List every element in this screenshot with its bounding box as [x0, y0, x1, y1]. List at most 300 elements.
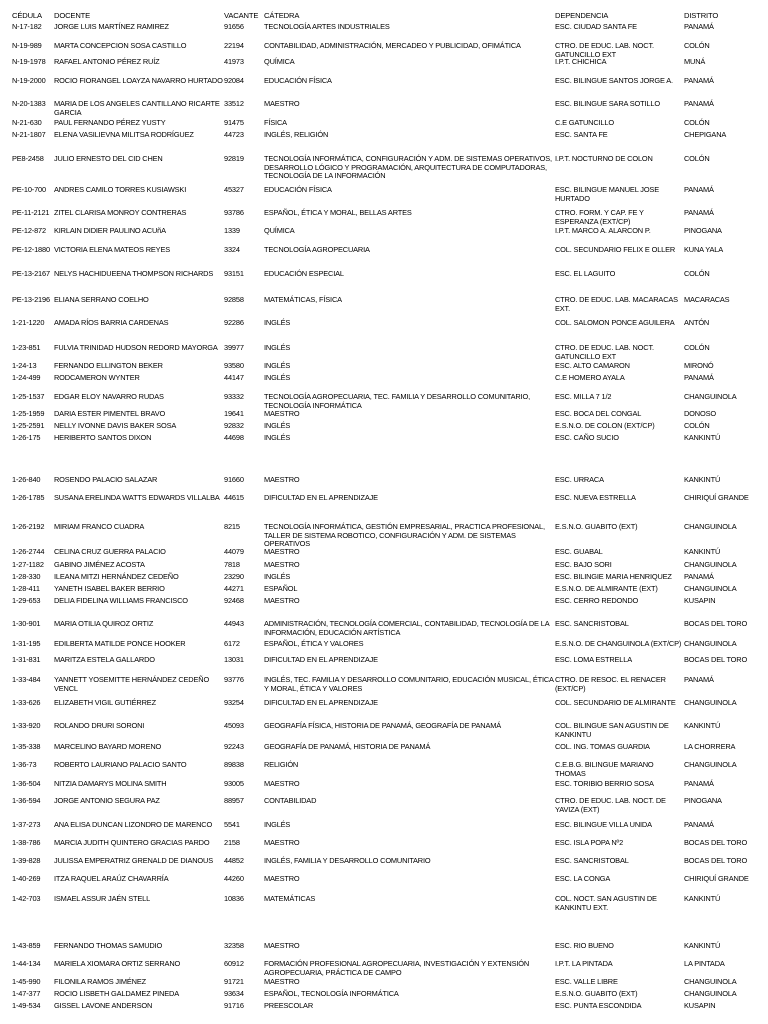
row-42-cedula: 1-38-786	[12, 838, 41, 847]
row-13-docente: NELYS HACHIDUEENA THOMPSON RICHARDS	[54, 269, 214, 278]
row-4-distrito: PANAMÁ	[684, 76, 714, 85]
row-42-dependencia: ESC. ISLA POPA Nº2	[555, 838, 624, 847]
row-10-dependencia: CTRO. FORM. Y CAP. FE Y ESPERANZA (EXT/CP)	[555, 208, 644, 226]
row-23-cedula: 1-26-840	[12, 475, 41, 484]
row-28-vacante: 23290	[224, 572, 244, 581]
row-21-cedula: 1-25-2591	[12, 421, 45, 430]
row-7-docente: ELENA VASILIEVNA MILITSA RODRÍGUEZ	[54, 130, 194, 139]
row-17-catedra: INGLÉS	[264, 361, 291, 370]
row-32-docente: EDILBERTA MATILDE PONCE HOOKER	[54, 639, 186, 648]
row-21-distrito: COLÓN	[684, 421, 710, 430]
row-2-distrito: COLÓN	[684, 41, 710, 50]
row-34-vacante: 93776	[224, 675, 244, 684]
row-24-dependencia: ESC. NUEVA ESTRELLA	[555, 493, 636, 502]
row-20-vacante: 19641	[224, 409, 244, 418]
row-34-distrito: PANAMÁ	[684, 675, 714, 684]
row-46-cedula: 1-43-859	[12, 941, 41, 950]
row-37-distrito: LA CHORRERA	[684, 742, 736, 751]
row-10-cedula: PE-11-2121	[12, 208, 50, 217]
header-docente: DOCENTE	[54, 11, 91, 20]
row-15-vacante: 92286	[224, 318, 244, 327]
row-22-docente: HERIBERTO SANTOS DIXON	[54, 433, 152, 442]
row-42-distrito: BOCAS DEL TORO	[684, 838, 748, 847]
row-28-dependencia: ESC. BILINGIE MARIA HENRIQUEZ	[555, 572, 672, 581]
row-7-vacante: 44723	[224, 130, 244, 139]
row-21-dependencia: E.S.N.O. DE COLON (EXT/CP)	[555, 421, 655, 430]
row-44-distrito: CHIRIQUÍ GRANDE	[684, 874, 749, 883]
row-9-catedra: EDUCACIÓN FÍSICA	[264, 185, 332, 194]
row-39-cedula: 1-36-504	[12, 779, 41, 788]
row-36-dependencia: COL. BILINGUE SAN AGUSTIN DE KANKINTU	[555, 721, 669, 739]
row-16-distrito: COLÓN	[684, 343, 710, 352]
row-30-dependencia: ESC. CERRO REDONDO	[555, 596, 639, 605]
row-34-cedula: 1-33-484	[12, 675, 41, 684]
row-6-docente: PAUL FERNANDO PÉREZ YUSTY	[54, 118, 166, 127]
row-23-docente: ROSENDO PALACIO SALAZAR	[54, 475, 158, 484]
row-3-distrito: MUNÁ	[684, 57, 706, 66]
row-9-docente: ANDRES CAMILO TORRES KUSIAWSKI	[54, 185, 187, 194]
row-19-distrito: CHANGUINOLA	[684, 392, 737, 401]
row-47-cedula: 1-44-134	[12, 959, 41, 968]
row-6-distrito: COLÓN	[684, 118, 710, 127]
row-18-distrito: PANAMÁ	[684, 373, 714, 382]
row-6-vacante: 91475	[224, 118, 244, 127]
row-7-distrito: CHEPIGANA	[684, 130, 727, 139]
row-16-dependencia: CTRO. DE EDUC. LAB. NOCT. GATUNCILLO EXT	[555, 343, 654, 361]
row-11-catedra: QUÍMICA	[264, 226, 295, 235]
row-48-vacante: 91721	[224, 977, 244, 986]
row-25-catedra: TECNOLOGÍA INFORMÁTICA, GESTIÓN EMPRESARIAL, PRACTICA PROFESIONAL, TALLER DE SISTEMA ROBOTICO, CONFIGURACIÓN Y ADM. DE SISTEMAS OPERATIVOS	[264, 522, 545, 549]
row-14-dependencia: CTRO. DE EDUC. LAB. MACARACAS EXT.	[555, 295, 678, 313]
row-24-catedra: DIFICULTAD EN EL APRENDIZAJE	[264, 493, 378, 502]
row-8-vacante: 92819	[224, 154, 244, 163]
row-10-vacante: 93786	[224, 208, 244, 217]
row-22-dependencia: ESC. CAÑO SUCIO	[555, 433, 619, 442]
row-4-cedula: N-19-2000	[12, 76, 46, 85]
row-44-docente: ITZA RAQUEL ARAÚZ CHAVARRÍA	[54, 874, 169, 883]
row-47-distrito: LA PINTADA	[684, 959, 725, 968]
row-12-cedula: PE-12-1880	[12, 245, 50, 254]
row-5-cedula: N-20-1383	[12, 99, 46, 108]
row-49-distrito: CHANGUINOLA	[684, 989, 737, 998]
row-45-distrito: KANKINTÚ	[684, 894, 721, 903]
row-45-vacante: 10836	[224, 894, 244, 903]
row-8-dependencia: I.P.T. NOCTURNO DE COLON	[555, 154, 653, 163]
row-10-distrito: PANAMÁ	[684, 208, 714, 217]
row-1-cedula: N-17-182	[12, 22, 42, 31]
row-49-catedra: ESPAÑOL, TECNOLOGÍA INFORMÁTICA	[264, 989, 399, 998]
row-35-catedra: DIFICULTAD EN EL APRENDIZAJE	[264, 698, 378, 707]
row-33-docente: MARITZA ESTELA GALLARDO	[54, 655, 155, 664]
row-14-docente: ELIANA SERRANO COELHO	[54, 295, 149, 304]
row-24-cedula: 1-26-1785	[12, 493, 45, 502]
row-13-vacante: 93151	[224, 269, 244, 278]
row-19-dependencia: ESC. MILLA 7 1/2	[555, 392, 612, 401]
row-18-vacante: 44147	[224, 373, 244, 382]
row-43-vacante: 44852	[224, 856, 244, 865]
row-47-catedra: FORMACIÓN PROFESIONAL AGROPECUARIA, INVESTIGACIÓN Y EXTENSIÓN AGROPECUARIA, PRÁCTICA DE CAMPO	[264, 959, 530, 977]
row-24-vacante: 44615	[224, 493, 244, 502]
row-21-docente: NELLY IVONNE DAVIS BAKER SOSA	[54, 421, 177, 430]
row-23-dependencia: ESC. URRACA	[555, 475, 604, 484]
row-48-docente: FILONILA RAMOS JIMÉNEZ	[54, 977, 146, 986]
row-47-docente: MARIELA XIOMARA ORTIZ SERRANO	[54, 959, 181, 968]
row-17-vacante: 93580	[224, 361, 244, 370]
row-5-distrito: PANAMÁ	[684, 99, 714, 108]
row-50-distrito: KUSAPIN	[684, 1001, 716, 1010]
row-11-vacante: 1339	[224, 226, 240, 235]
row-38-distrito: CHANGUINOLA	[684, 760, 737, 769]
row-48-distrito: CHANGUINOLA	[684, 977, 737, 986]
row-15-dependencia: COL. SALOMON PONCE AGUILERA	[555, 318, 675, 327]
row-4-dependencia: ESC. BILINGUE SANTOS JORGE A.	[555, 76, 673, 85]
row-46-docente: FERNANDO THOMAS SAMUDIO	[54, 941, 163, 950]
row-18-dependencia: C.E HOMERO AYALA	[555, 373, 625, 382]
row-17-docente: FERNANDO ELLINGTON BEKER	[54, 361, 163, 370]
row-49-vacante: 93634	[224, 989, 244, 998]
row-19-docente: EDGAR ELOY NAVARRO RUDAS	[54, 392, 164, 401]
row-50-dependencia: ESC. PUNTA ESCONDIDA	[555, 1001, 642, 1010]
row-33-cedula: 1-31-831	[12, 655, 41, 664]
row-39-distrito: PANAMÁ	[684, 779, 714, 788]
row-11-dependencia: I.P.T. MARCO A. ALARCON P.	[555, 226, 651, 235]
row-7-cedula: N-21-1807	[12, 130, 46, 139]
row-38-docente: ROBERTO LAURIANO PALACIO SANTO	[54, 760, 187, 769]
row-36-catedra: GEOGRAFÍA FÍSICA, HISTORIA DE PANAMÁ, GEOGRAFÍA DE PANAMÁ	[264, 721, 502, 730]
row-37-catedra: GEOGRAFÍA DE PANAMÁ, HISTORIA DE PANAMÁ	[264, 742, 431, 751]
row-1-vacante: 91656	[224, 22, 244, 31]
row-41-docente: ANA ELISA DUNCAN LIZONDRO DE MARENCO	[54, 820, 213, 829]
row-12-docente: VICTORIA ELENA MATEOS REYES	[54, 245, 171, 254]
row-5-vacante: 33512	[224, 99, 244, 108]
row-27-dependencia: ESC. BAJO SORI	[555, 560, 612, 569]
row-1-docente: JORGE LUIS MARTÍNEZ RAMIREZ	[54, 22, 169, 31]
row-17-cedula: 1-24-13	[12, 361, 37, 370]
row-12-catedra: TECNOLOGÍA AGROPECUARIA	[264, 245, 370, 254]
row-21-vacante: 92832	[224, 421, 244, 430]
row-30-vacante: 92468	[224, 596, 244, 605]
row-45-cedula: 1-42-703	[12, 894, 41, 903]
row-8-cedula: PE8-2458	[12, 154, 44, 163]
row-22-vacante: 44698	[224, 433, 244, 442]
row-39-vacante: 93005	[224, 779, 244, 788]
row-31-cedula: 1-30-901	[12, 619, 41, 628]
row-50-catedra: PREESCOLAR	[264, 1001, 314, 1010]
row-12-dependencia: COL. SECUNDARIO FELIX E OLLER	[555, 245, 676, 254]
row-19-cedula: 1-25-1537	[12, 392, 45, 401]
header-cedula: CÉDULA	[12, 11, 42, 20]
row-16-cedula: 1-23-851	[12, 343, 41, 352]
row-29-dependencia: E.S.N.O. DE ALMIRANTE (EXT)	[555, 584, 658, 593]
row-26-cedula: 1-26-2744	[12, 547, 45, 556]
row-21-catedra: INGLÉS	[264, 421, 291, 430]
row-44-cedula: 1-40-269	[12, 874, 41, 883]
row-27-distrito: CHANGUINOLA	[684, 560, 737, 569]
row-25-docente: MIRIAM FRANCO CUADRA	[54, 522, 145, 531]
row-50-vacante: 91716	[224, 1001, 244, 1010]
row-5-dependencia: ESC. BILINGUE SARA SOTILLO	[555, 99, 660, 108]
row-4-docente: ROCIO FIORANGEL LOAYZA NAVARRO HURTADO	[54, 76, 223, 85]
row-2-dependencia: CTRO. DE EDUC. LAB. NOCT. GATUNCILLO EXT	[555, 41, 654, 59]
row-35-dependencia: COL. SECUNDARIO DE ALMIRANTE	[555, 698, 676, 707]
row-18-catedra: INGLÉS	[264, 373, 291, 382]
row-38-dependencia: C.E.B.G. BILINGUE MARIANO THOMAS	[555, 760, 654, 778]
row-40-distrito: PINOGANA	[684, 796, 722, 805]
row-27-vacante: 7818	[224, 560, 240, 569]
row-49-dependencia: E.S.N.O. GUABITO (EXT)	[555, 989, 638, 998]
header-dependencia: DEPENDENCIA	[555, 11, 609, 20]
row-31-docente: MARIA OTILIA QUIROZ ORTIZ	[54, 619, 154, 628]
row-43-docente: JULISSA EMPERATRIZ GRENALD DE DIANOUS	[54, 856, 213, 865]
row-34-dependencia: CTRO. DE RESOC. EL RENACER (EXT/CP)	[555, 675, 666, 693]
row-39-dependencia: ESC. TORIBIO BERRIO SOSA	[555, 779, 654, 788]
row-46-dependencia: ESC. RIO BUENO	[555, 941, 614, 950]
row-43-distrito: BOCAS DEL TORO	[684, 856, 748, 865]
row-44-catedra: MAESTRO	[264, 874, 300, 883]
row-36-cedula: 1-33-920	[12, 721, 41, 730]
row-32-cedula: 1-31-195	[12, 639, 41, 648]
row-23-catedra: MAESTRO	[264, 475, 300, 484]
row-33-vacante: 13031	[224, 655, 244, 664]
row-5-docente: MARIA DE LOS ANGELES CANTILLANO RICARTE GARCIA	[54, 99, 220, 117]
row-6-catedra: FÍSICA	[264, 118, 287, 127]
row-36-distrito: KANKINTÚ	[684, 721, 721, 730]
row-37-dependencia: COL. ING. TOMAS GUARDIA	[555, 742, 650, 751]
row-10-catedra: ESPAÑOL, ÉTICA Y MORAL, BELLAS ARTES	[264, 208, 412, 217]
row-16-docente: FULVIA TRINIDAD HUDSON REDORD MAYORGA	[54, 343, 218, 352]
row-44-vacante: 44260	[224, 874, 244, 883]
row-44-dependencia: ESC. LA CONGA	[555, 874, 611, 883]
row-35-vacante: 93254	[224, 698, 244, 707]
row-9-distrito: PANAMÁ	[684, 185, 714, 194]
row-16-vacante: 39977	[224, 343, 244, 352]
row-11-docente: KIRLAIN DIDIER PAULINO ACUñA	[54, 226, 166, 235]
row-7-catedra: INGLÉS, RELIGIÓN	[264, 130, 329, 139]
row-47-vacante: 60912	[224, 959, 244, 968]
row-42-docente: MARCIA JUDITH QUINTERO GRACIAS PARDO	[54, 838, 210, 847]
row-23-vacante: 91660	[224, 475, 244, 484]
row-19-catedra: TECNOLOGÍA AGROPECUARIA, TEC. FAMILIA Y DESARROLLO COMUNITARIO, TECNOLOGÍA INFORMÁTICA	[264, 392, 530, 410]
row-7-dependencia: ESC. SANTA FE	[555, 130, 608, 139]
row-40-cedula: 1-36-594	[12, 796, 41, 805]
row-3-vacante: 41973	[224, 57, 244, 66]
row-26-catedra: MAESTRO	[264, 547, 300, 556]
row-25-cedula: 1-26-2192	[12, 522, 45, 531]
row-15-catedra: INGLÉS	[264, 318, 291, 327]
row-28-distrito: PANAMÁ	[684, 572, 714, 581]
row-28-catedra: INGLÉS	[264, 572, 291, 581]
row-12-vacante: 3324	[224, 245, 240, 254]
row-27-docente: GABINO JIMÉNEZ ACOSTA	[54, 560, 145, 569]
header-catedra: CÁTEDRA	[264, 11, 300, 20]
row-13-catedra: EDUCACIÓN ESPECIAL	[264, 269, 344, 278]
header-distrito: DISTRITO	[684, 11, 719, 20]
row-24-distrito: CHIRIQUÍ GRANDE	[684, 493, 749, 502]
row-50-docente: GISSEL LAVONE ANDERSON	[54, 1001, 153, 1010]
row-18-docente: RODCAMERON WYNTER	[54, 373, 140, 382]
row-11-distrito: PINOGANA	[684, 226, 722, 235]
row-12-distrito: KUNA YALA	[684, 245, 724, 254]
row-1-dependencia: ESC. CIUDAD SANTA FE	[555, 22, 637, 31]
row-49-docente: ROCIO LISBETH GALDAMEZ PINEDA	[54, 989, 180, 998]
row-17-dependencia: ESC. ALTO CAMARON	[555, 361, 630, 370]
row-6-dependencia: C.E GATUNCILLO	[555, 118, 614, 127]
row-32-vacante: 6172	[224, 639, 240, 648]
row-30-cedula: 1-29-653	[12, 596, 41, 605]
row-27-catedra: MAESTRO	[264, 560, 300, 569]
row-48-dependencia: ESC. VALLE LIBRE	[555, 977, 618, 986]
row-32-catedra: ESPAÑOL, ÉTICA Y VALORES	[264, 639, 364, 648]
row-6-cedula: N-21-630	[12, 118, 42, 127]
row-41-dependencia: ESC. BILINGUE VILLA UNIDA	[555, 820, 652, 829]
row-29-catedra: ESPAÑOL	[264, 584, 298, 593]
row-38-catedra: RELIGIÓN	[264, 760, 299, 769]
row-15-cedula: 1-21-1220	[12, 318, 45, 327]
row-1-catedra: TECNOLOGÍA ARTES INDUSTRIALES	[264, 22, 390, 31]
row-2-catedra: CONTABILIDAD, ADMINISTRACIÓN, MERCADEO Y PUBLICIDAD, OFIMÁTICA	[264, 41, 521, 50]
row-48-cedula: 1-45-990	[12, 977, 41, 986]
row-30-distrito: KUSAPIN	[684, 596, 716, 605]
row-28-docente: ILEANA MITZI HERNÁNDEZ CEDEÑO	[54, 572, 179, 581]
row-35-cedula: 1-33-626	[12, 698, 41, 707]
row-17-distrito: MIRONÓ	[684, 361, 714, 370]
row-34-docente: YANNETT YOSEMITTE HERNÁNDEZ CEDEÑO VENCL	[54, 675, 210, 693]
row-3-cedula: N-19-1978	[12, 57, 46, 66]
row-30-catedra: MAESTRO	[264, 596, 300, 605]
row-8-docente: JULIO ERNESTO DEL CID CHEN	[54, 154, 163, 163]
row-46-catedra: MAESTRO	[264, 941, 300, 950]
row-43-cedula: 1-39-828	[12, 856, 41, 865]
row-24-docente: SUSANA ERELINDA WATTS EDWARDS VILLALBA	[54, 493, 220, 502]
row-13-cedula: PE-13-2167	[12, 269, 50, 278]
row-2-cedula: N-19-989	[12, 41, 42, 50]
row-39-catedra: MAESTRO	[264, 779, 300, 788]
row-37-cedula: 1-35-338	[12, 742, 41, 751]
row-14-vacante: 92858	[224, 295, 244, 304]
row-5-catedra: MAESTRO	[264, 99, 300, 108]
row-9-vacante: 45327	[224, 185, 244, 194]
row-50-cedula: 1-49-534	[12, 1001, 41, 1010]
row-41-distrito: PANAMÁ	[684, 820, 714, 829]
row-40-vacante: 88957	[224, 796, 244, 805]
row-45-docente: ISMAEL ASSUR JAÉN STELL	[54, 894, 151, 903]
row-22-catedra: INGLÉS	[264, 433, 291, 442]
row-3-docente: RAFAEL ANTONIO PÉREZ RUÍZ	[54, 57, 160, 66]
row-14-cedula: PE-13-2196	[12, 295, 50, 304]
row-33-dependencia: ESC. LOMA ESTRELLA	[555, 655, 632, 664]
row-4-catedra: EDUCACIÓN FÍSICA	[264, 76, 332, 85]
row-2-vacante: 22194	[224, 41, 244, 50]
row-9-dependencia: ESC. BILINGUE MANUEL JOSE HURTADO	[555, 185, 659, 203]
row-25-dependencia: E.S.N.O. GUABITO (EXT)	[555, 522, 638, 531]
row-2-docente: MARTA CONCEPCION SOSA CASTILLO	[54, 41, 187, 50]
row-25-distrito: CHANGUINOLA	[684, 522, 737, 531]
row-1-distrito: PANAMÁ	[684, 22, 714, 31]
row-35-distrito: CHANGUINOLA	[684, 698, 737, 707]
row-40-dependencia: CTRO. DE EDUC. LAB. NOCT. DE YAVIZA (EXT)	[555, 796, 666, 814]
row-29-distrito: CHANGUINOLA	[684, 584, 737, 593]
row-3-dependencia: I.P.T. CHICHICA	[555, 57, 607, 66]
row-38-vacante: 89838	[224, 760, 244, 769]
row-20-distrito: DONOSO	[684, 409, 716, 418]
row-20-catedra: MAESTRO	[264, 409, 300, 418]
row-37-docente: MARCELINO BAYARD MORENO	[54, 742, 162, 751]
row-16-catedra: INGLÉS	[264, 343, 291, 352]
row-39-docente: NITZIA DAMARYS MOLINA SMITH	[54, 779, 167, 788]
row-49-cedula: 1-47-377	[12, 989, 41, 998]
row-31-vacante: 44943	[224, 619, 244, 628]
row-19-vacante: 93332	[224, 392, 244, 401]
row-30-docente: DELIA FIDELINA WILLIAMS FRANCISCO	[54, 596, 188, 605]
row-31-dependencia: ESC. SANCRISTOBAL	[555, 619, 629, 628]
row-38-cedula: 1-36-73	[12, 760, 37, 769]
row-32-dependencia: E.S.N.O. DE CHANGUINOLA (EXT/CP)	[555, 639, 682, 648]
row-20-dependencia: ESC. BOCA DEL CONGAL	[555, 409, 642, 418]
row-28-cedula: 1-28-330	[12, 572, 41, 581]
row-46-vacante: 32358	[224, 941, 244, 950]
row-41-catedra: INGLÉS	[264, 820, 291, 829]
row-10-docente: ZITEL CLARISA MONROY CONTRERAS	[54, 208, 187, 217]
row-13-distrito: COLÓN	[684, 269, 710, 278]
row-25-vacante: 8215	[224, 522, 240, 531]
row-47-dependencia: I.P.T. LA PINTADA	[555, 959, 613, 968]
row-41-vacante: 5541	[224, 820, 240, 829]
row-26-docente: CELINA CRUZ GUERRA PALACIO	[54, 547, 166, 556]
row-26-dependencia: ESC. GUABAL	[555, 547, 603, 556]
row-43-catedra: INGLÉS, FAMILIA Y DESARROLLO COMUNITARIO	[264, 856, 431, 865]
row-13-dependencia: ESC. EL LAGUITO	[555, 269, 616, 278]
row-46-distrito: KANKINTÚ	[684, 941, 721, 950]
row-43-dependencia: ESC. SANCRISTOBAL	[555, 856, 629, 865]
row-22-distrito: KANKINTÚ	[684, 433, 721, 442]
row-42-vacante: 2158	[224, 838, 240, 847]
header-vacante: VACANTE	[224, 11, 259, 20]
row-14-distrito: MACARACAS	[684, 295, 730, 304]
row-27-cedula: 1-27-1182	[12, 560, 44, 569]
row-20-cedula: 1-25-1959	[12, 409, 45, 418]
row-29-vacante: 44271	[224, 584, 244, 593]
row-36-vacante: 45093	[224, 721, 244, 730]
row-33-distrito: BOCAS DEL TORO	[684, 655, 748, 664]
row-42-catedra: MAESTRO	[264, 838, 300, 847]
row-29-docente: YANETH ISABEL BAKER BERRIO	[54, 584, 165, 593]
row-37-vacante: 92243	[224, 742, 244, 751]
row-18-cedula: 1-24-499	[12, 373, 41, 382]
row-33-catedra: DIFICULTAD EN EL APRENDIZAJE	[264, 655, 378, 664]
row-9-cedula: PE-10-700	[12, 185, 46, 194]
row-40-docente: JORGE ANTONIO SEGURA PAZ	[54, 796, 160, 805]
row-35-docente: ELIZABETH VIGIL GUTIÉRREZ	[54, 698, 156, 707]
row-32-distrito: CHANGUINOLA	[684, 639, 737, 648]
row-3-catedra: QUÍMICA	[264, 57, 295, 66]
row-41-cedula: 1-37-273	[12, 820, 41, 829]
row-34-catedra: INGLÉS, TEC. FAMILIA Y DESARROLLO COMUNITARIO, EDUCACIÓN MUSICAL, ÉTICA Y MORAL, ÉTICA Y VALORES	[264, 675, 554, 693]
row-36-docente: ROLANDO DRURI SORONI	[54, 721, 145, 730]
row-26-distrito: KANKINTÚ	[684, 547, 721, 556]
row-40-catedra: CONTABILIDAD	[264, 796, 317, 805]
row-8-distrito: COLÓN	[684, 154, 710, 163]
row-22-cedula: 1-26-175	[12, 433, 41, 442]
row-15-docente: AMADA RÍOS BARRIA CARDENAS	[54, 318, 169, 327]
row-45-dependencia: COL. NOCT. SAN AGUSTIN DE KANKINTU EXT.	[555, 894, 657, 912]
row-31-catedra: ADMINISTRACIÓN, TECNOLOGÍA COMERCIAL, CONTABILIDAD, TECNOLOGÍA DE LA INFORMACIÓN, EDUCACIÓN ARTÍSTICA	[264, 619, 550, 637]
row-31-distrito: BOCAS DEL TORO	[684, 619, 748, 628]
row-11-cedula: PE-12-872	[12, 226, 46, 235]
row-8-catedra: TECNOLOGÍA INFORMÁTICA, CONFIGURACIÓN Y ADM. DE SISTEMAS OPERATIVOS, DESARROLLO LÓGICO Y PROGRAMACIÓN, ARQUITECTURA DE COMPUTADORAS, TECNOLOGÍA DE LA INFORMACIÓN	[264, 154, 552, 181]
row-23-distrito: KANKINTÚ	[684, 475, 721, 484]
row-15-distrito: ANTÓN	[684, 318, 710, 327]
row-26-vacante: 44079	[224, 547, 244, 556]
